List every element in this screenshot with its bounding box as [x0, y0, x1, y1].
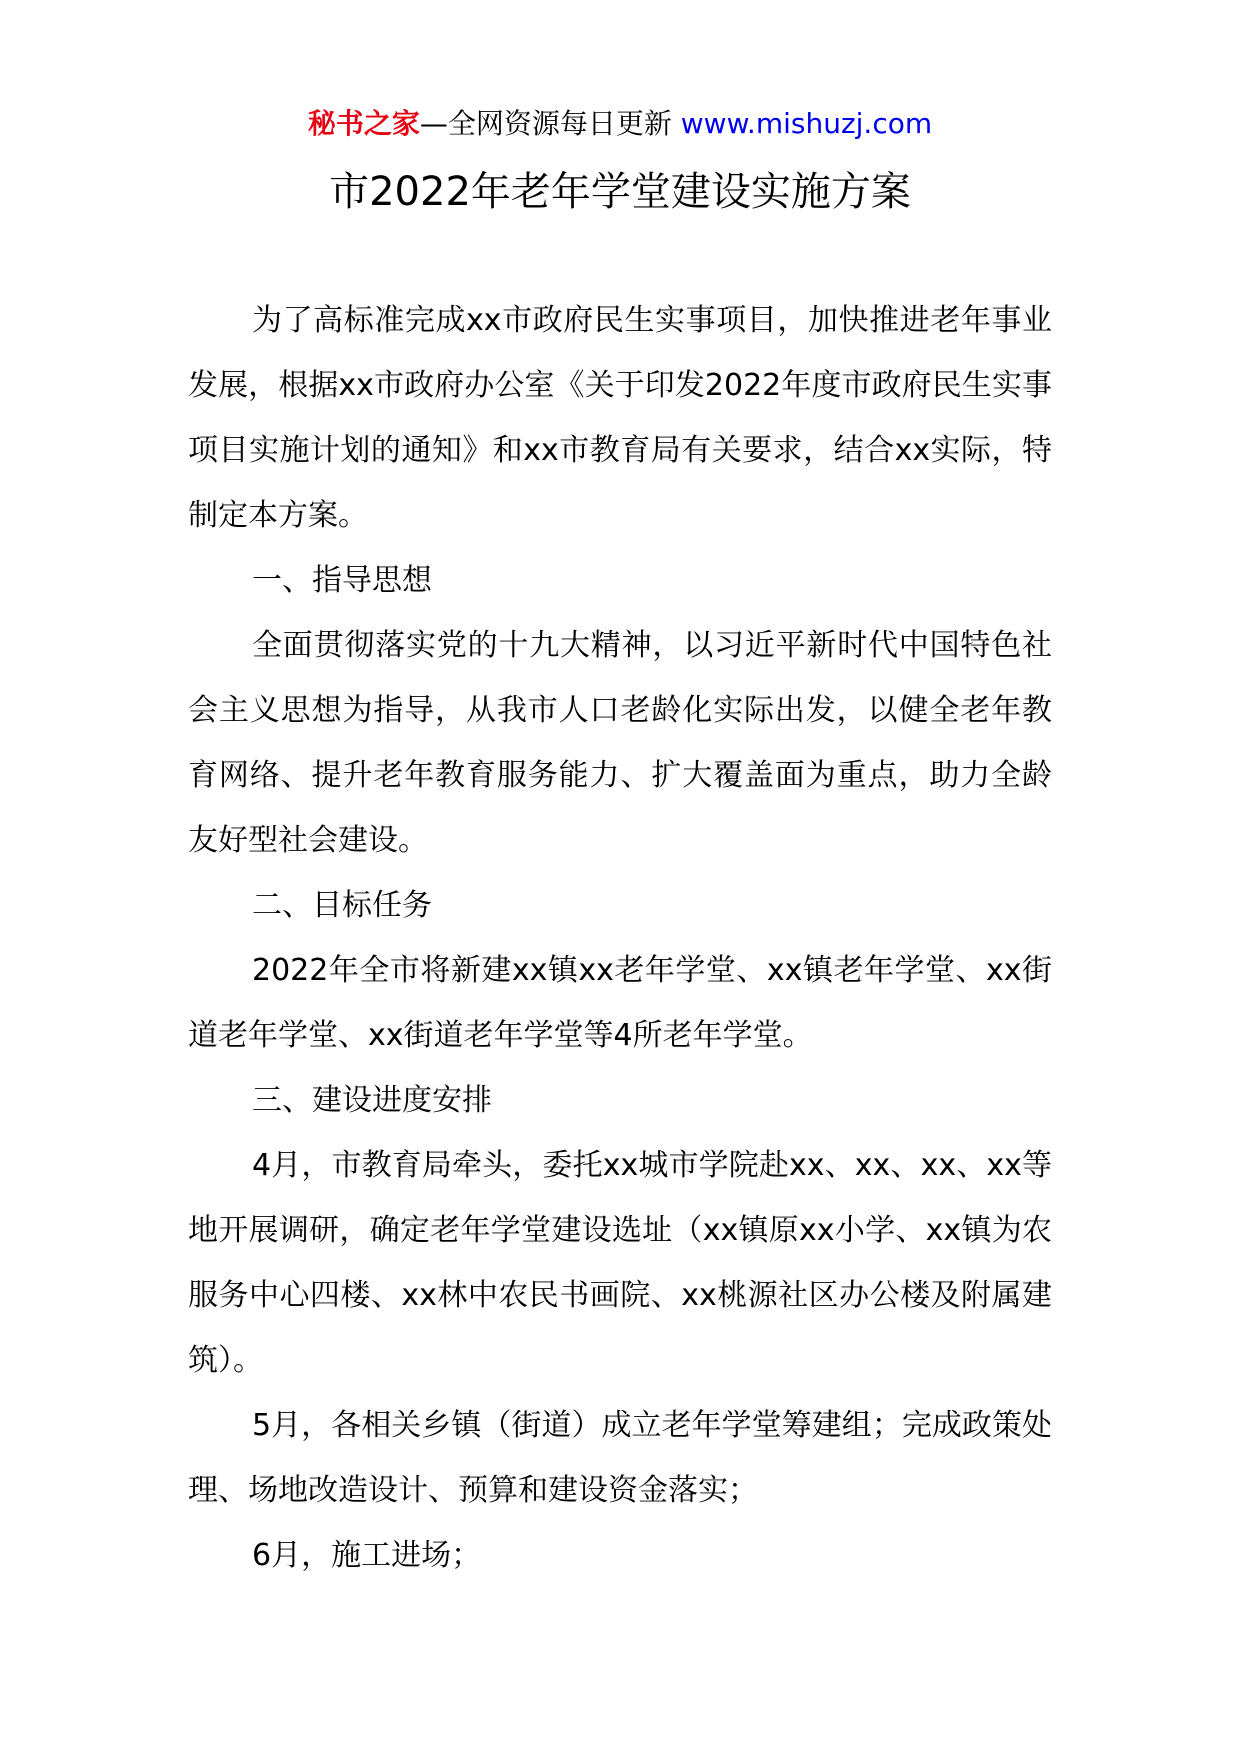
goals-paragraph: 2022年全市将新建xx镇xx老年学堂、xx镇老年学堂、xx街道老年学堂、xx街道老年学堂等4所老年学堂。	[188, 953, 1052, 1053]
guiding-ideology-paragraph: 全面贯彻落实党的十九大精神，以习近平新时代中国特色社会主义思想为指导，从我市人口老龄化实际出发，以健全老年教育网络、提升老年教育服务能力、扩大覆盖面为重点，助力全龄友好型社会建设。	[188, 628, 1052, 858]
section-heading-goals: 二、目标任务	[252, 888, 432, 923]
schedule-june-paragraph: 6月，施工进场；	[252, 1538, 482, 1573]
section-heading-schedule: 三、建设进度安排	[252, 1083, 492, 1118]
document-body	[188, 288, 1052, 1588]
intro-paragraph: 为了高标准完成xx市政府民生实事项目，加快推进老年事业发展，根据xx市政府办公室《关于印发2022年度市政府民生实事项目实施计划的通知》和xx市教育局有关要求，结合xx实际，特制定本方案。	[188, 303, 1052, 533]
schedule-april-paragraph: 4月，市教育局牵头，委托xx城市学院赴xx、xx、xx、xx等地开展调研，确定老年学堂建设选址（xx镇原xx小学、xx镇为农服务中心四楼、xx林中农民书画院、xx桃源社区办公楼及附属建筑）。	[188, 1148, 1052, 1378]
section-heading-guiding-ideology: 一、指导思想	[252, 563, 432, 598]
document-title: 市2022年老年学堂建设实施方案	[329, 169, 911, 215]
site-url-link[interactable]: www.mishuzj.com	[680, 107, 933, 140]
schedule-may-paragraph: 5月，各相关乡镇（街道）成立老年学堂筹建组；完成政策处理、场地改造设计、预算和建设资金落实；	[188, 1408, 1052, 1508]
site-header	[0, 104, 1240, 144]
brand-name: 秘书之家	[307, 107, 420, 140]
header-tagline: —全网资源每日更新	[419, 107, 681, 140]
